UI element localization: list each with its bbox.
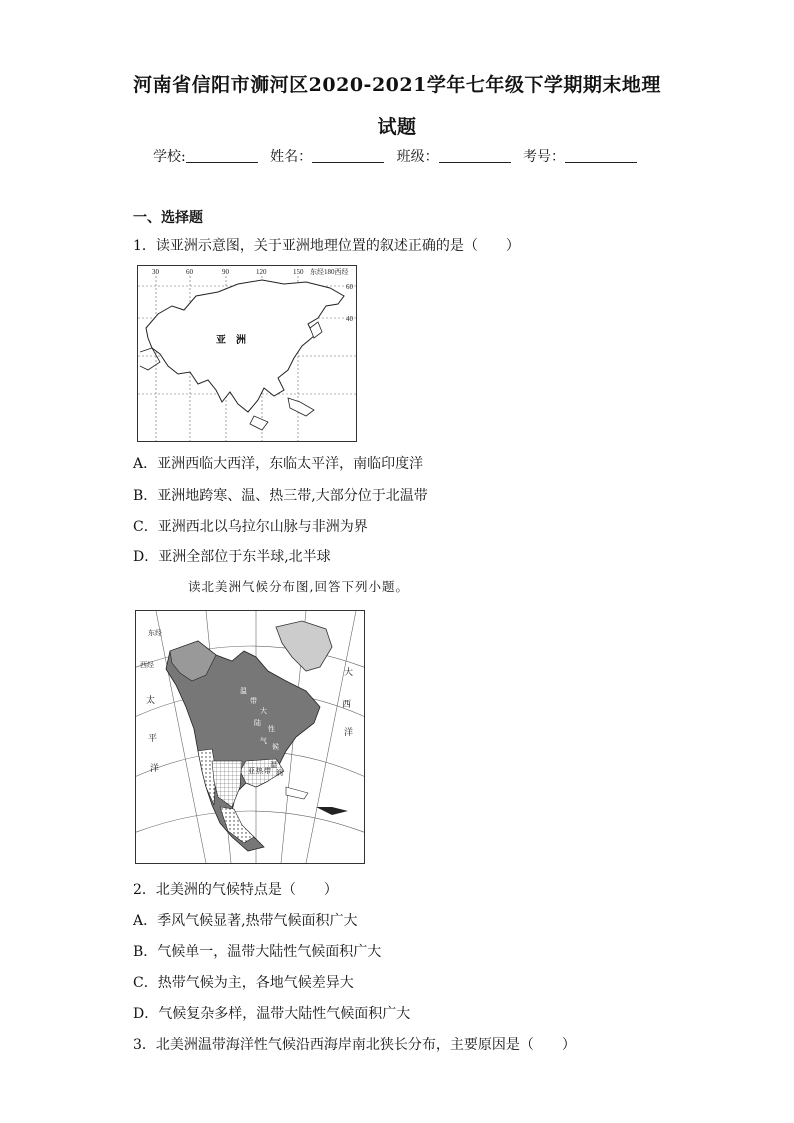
north-america-climate-map [135, 610, 365, 864]
map-label: 平 [148, 733, 158, 743]
section-title: 一、选择题 [133, 210, 203, 226]
q2-option-c[interactable]: C．热带气候为主，各地气候差异大 [133, 975, 354, 991]
tick-label: 60 [186, 268, 193, 276]
q1-option-c[interactable]: C．亚洲西北以乌拉尔山脉与非洲为界 [133, 519, 368, 535]
map-label: 太 [146, 695, 156, 705]
q2-option-b[interactable]: B．气候单一，温带大陆性气候面积广大 [133, 944, 382, 960]
map-label: 大 [344, 667, 354, 677]
asia-map [137, 265, 357, 442]
tick-label: 90 [222, 268, 229, 276]
map-label-asia: 亚 洲 [216, 335, 246, 346]
map-label: 洋 [344, 727, 354, 737]
tick-label: 150 [293, 268, 304, 276]
map-label: 西 [342, 699, 352, 709]
q2-option-a[interactable]: A．季风气候显著,热带气候面积广大 [133, 913, 358, 929]
page-title: 河南省信阳市浉河区2020-2021学年七年级下学期期末地理 [133, 74, 661, 96]
question-3-stem: 3．北美洲温带海洋性气候沿西海岸南北狭长分布，主要原因是（ ） [133, 1037, 576, 1053]
map-label: 陆 [254, 719, 261, 727]
asia-outline [146, 280, 344, 412]
map-label: 湿 [270, 761, 277, 769]
q1-option-d[interactable]: D．亚洲全部位于东半球,北半球 [133, 549, 331, 565]
tick-label: 40 [346, 315, 353, 323]
question-2-stem: 2．北美洲的气候特点是（ ） [133, 882, 338, 898]
student-info-row [0, 146, 794, 166]
q2-option-d[interactable]: D．气候复杂多样，温带大陆性气候面积广大 [133, 1006, 411, 1022]
map-label: 带 [250, 697, 257, 705]
map-label: 热 [256, 767, 263, 775]
tick-label: 30 [152, 268, 159, 276]
school-field[interactable]: 学校: [153, 146, 262, 166]
map-label: 候 [272, 743, 279, 751]
map-label: 洋 [150, 763, 160, 773]
map-label: 亚 [248, 767, 255, 775]
exam-number-field[interactable]: 考号： [523, 146, 641, 166]
page-title-continued: 试题 [377, 116, 417, 138]
question-1-stem: 1．读亚洲示意图，关于亚洲地理位置的叙述正确的是（ ） [133, 238, 520, 254]
group-hint: 读北美洲气候分布图,回答下列小题。 [188, 579, 409, 594]
tick-label: 60 [346, 283, 353, 291]
map-label: 东经 [148, 629, 162, 637]
q1-option-a[interactable]: A．亚洲西临大西洋，东临太平洋，南临印度洋 [133, 456, 424, 472]
map-label: 温 [240, 687, 247, 695]
class-field[interactable]: 班级： [397, 146, 515, 166]
map-label: 性 [268, 725, 275, 733]
map-label: 带 [264, 767, 271, 775]
q1-option-b[interactable]: B．亚洲地跨寒、温、热三带,大部分位于北温带 [133, 488, 428, 504]
tick-label: 120 [256, 268, 267, 276]
map-label: 气 [260, 737, 267, 745]
map-label: 西经 [140, 661, 154, 669]
map-label: 大 [260, 707, 267, 715]
map-label: 润 [276, 769, 283, 777]
tick-label: 东经180西经 [310, 268, 349, 276]
name-field[interactable]: 姓名： [270, 146, 388, 166]
